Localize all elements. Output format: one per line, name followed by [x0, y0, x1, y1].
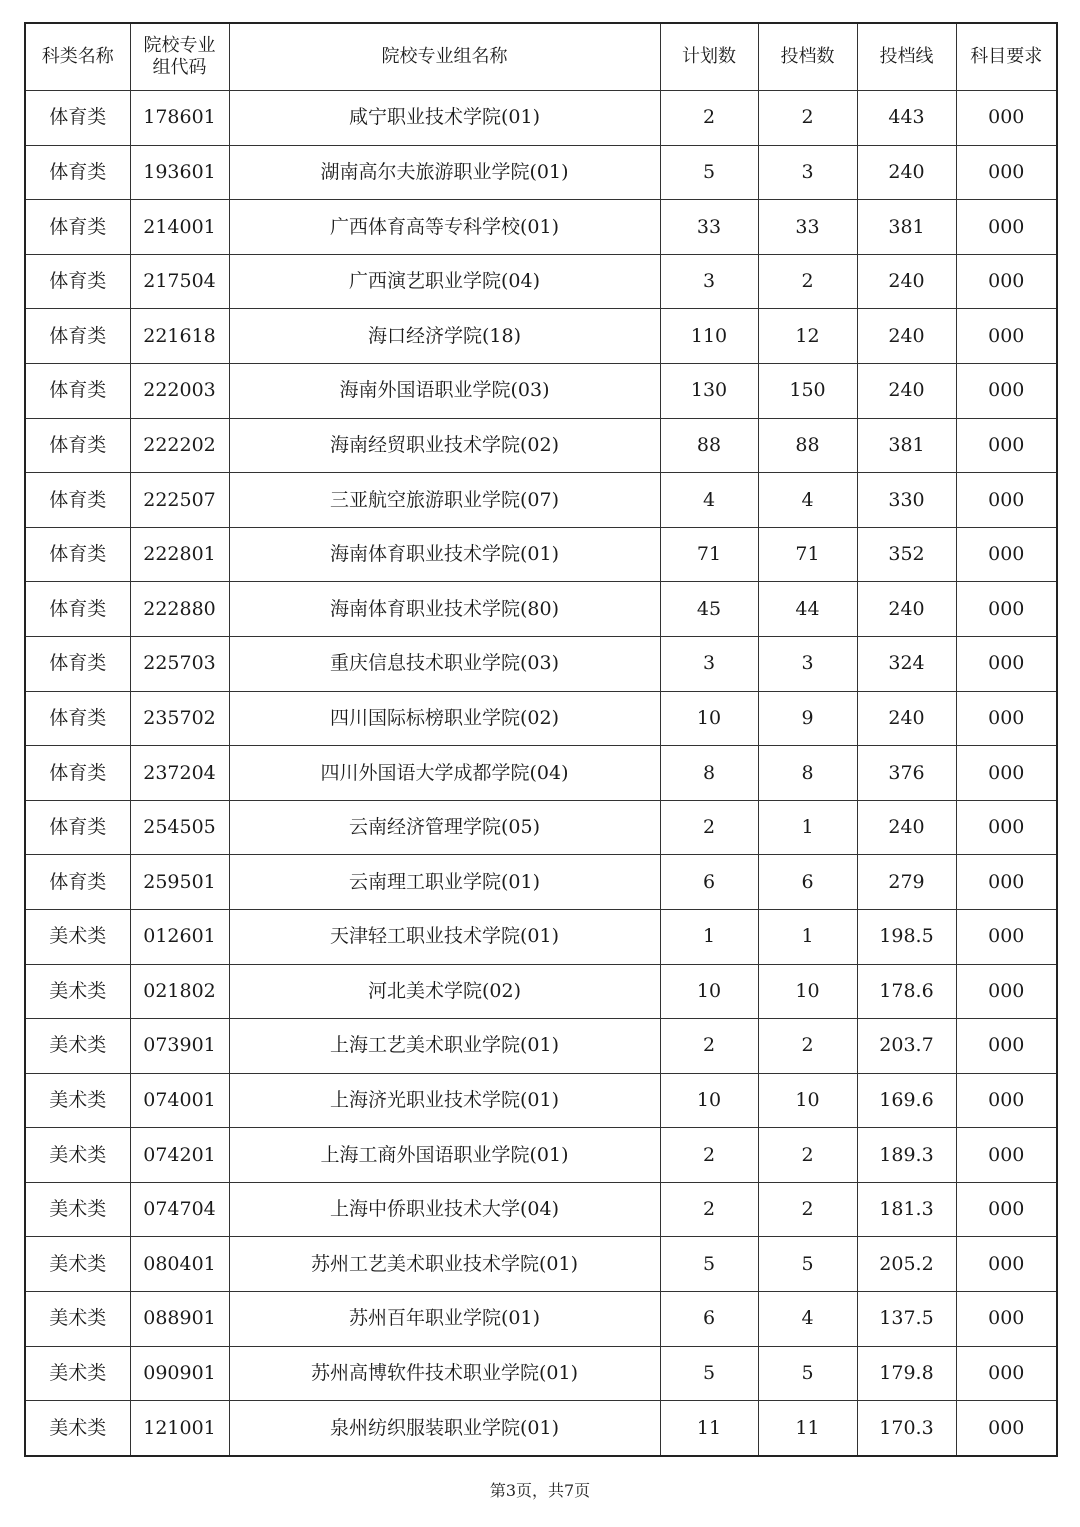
table-row: [25, 1019, 1057, 1074]
cell-filed: 4: [758, 473, 857, 528]
cell-subject: 000: [956, 1237, 1057, 1292]
cell-subject: 000: [956, 1019, 1057, 1074]
admission-table: [24, 22, 1058, 1457]
cell-score: 443: [857, 91, 956, 146]
cell-filed: 2: [758, 91, 857, 146]
cell-category: 体育类: [25, 527, 130, 582]
cell-category: 体育类: [25, 855, 130, 910]
cell-subject: 000: [956, 363, 1057, 418]
cell-plan: 8: [660, 746, 758, 801]
cell-filed: 1: [758, 909, 857, 964]
cell-code: 178601: [130, 91, 229, 146]
cell-subject: 000: [956, 582, 1057, 637]
cell-category: 美术类: [25, 1401, 130, 1456]
cell-code: 259501: [130, 855, 229, 910]
cell-code: 214001: [130, 200, 229, 255]
cell-name: 咸宁职业技术学院(01): [229, 91, 660, 146]
cell-filed: 6: [758, 855, 857, 910]
cell-category: 美术类: [25, 1292, 130, 1347]
cell-plan: 1: [660, 909, 758, 964]
cell-filed: 3: [758, 636, 857, 691]
cell-category: 体育类: [25, 363, 130, 418]
table-row: [25, 909, 1057, 964]
table-row: [25, 473, 1057, 528]
page-footer: 第3页，共7页: [489, 1481, 591, 1500]
cell-score: 179.8: [857, 1346, 956, 1401]
cell-name: 湖南高尔夫旅游职业学院(01): [229, 145, 660, 200]
cell-subject: 000: [956, 1073, 1057, 1128]
table-row: [25, 91, 1057, 146]
table-row: [25, 309, 1057, 364]
table-row: [25, 1128, 1057, 1183]
cell-subject: 000: [956, 964, 1057, 1019]
cell-name: 上海工艺美术职业学院(01): [229, 1019, 660, 1074]
cell-category: 体育类: [25, 418, 130, 473]
cell-filed: 3: [758, 145, 857, 200]
table-row: [25, 582, 1057, 637]
cell-filed: 44: [758, 582, 857, 637]
cell-name: 天津轻工职业技术学院(01): [229, 909, 660, 964]
cell-category: 体育类: [25, 691, 130, 746]
table-row: [25, 1292, 1057, 1347]
cell-score: 376: [857, 746, 956, 801]
cell-subject: 000: [956, 1401, 1057, 1456]
cell-category: 美术类: [25, 1019, 130, 1074]
cell-name: 海南体育职业技术学院(80): [229, 582, 660, 637]
cell-subject: 000: [956, 145, 1057, 200]
table-row: [25, 1073, 1057, 1128]
cell-category: 美术类: [25, 909, 130, 964]
cell-code: 080401: [130, 1237, 229, 1292]
table-row: [25, 527, 1057, 582]
cell-plan: 2: [660, 800, 758, 855]
cell-filed: 71: [758, 527, 857, 582]
table-row: [25, 363, 1057, 418]
table-row: [25, 1346, 1057, 1401]
cell-name: 海南经贸职业技术学院(02): [229, 418, 660, 473]
cell-subject: 000: [956, 1292, 1057, 1347]
cell-score: 279: [857, 855, 956, 910]
cell-subject: 000: [956, 1346, 1057, 1401]
cell-score: 169.6: [857, 1073, 956, 1128]
cell-name: 河北美术学院(02): [229, 964, 660, 1019]
cell-category: 美术类: [25, 1182, 130, 1237]
cell-code: 222801: [130, 527, 229, 582]
table-row: [25, 800, 1057, 855]
cell-plan: 10: [660, 691, 758, 746]
cell-category: 美术类: [25, 1237, 130, 1292]
cell-score: 240: [857, 145, 956, 200]
cell-category: 体育类: [25, 145, 130, 200]
cell-category: 美术类: [25, 1128, 130, 1183]
cell-name: 上海济光职业技术学院(01): [229, 1073, 660, 1128]
cell-code: 088901: [130, 1292, 229, 1347]
cell-category: 体育类: [25, 473, 130, 528]
cell-code: 221618: [130, 309, 229, 364]
cell-category: 美术类: [25, 964, 130, 1019]
cell-code: 090901: [130, 1346, 229, 1401]
cell-plan: 2: [660, 1128, 758, 1183]
cell-score: 178.6: [857, 964, 956, 1019]
cell-plan: 5: [660, 1346, 758, 1401]
table-row: [25, 636, 1057, 691]
cell-score: 240: [857, 363, 956, 418]
cell-filed: 33: [758, 200, 857, 255]
cell-code: 193601: [130, 145, 229, 200]
cell-code: 074001: [130, 1073, 229, 1128]
table-row: [25, 746, 1057, 801]
cell-name: 海南体育职业技术学院(01): [229, 527, 660, 582]
cell-code: 222507: [130, 473, 229, 528]
table-row: [25, 1237, 1057, 1292]
cell-category: 体育类: [25, 800, 130, 855]
cell-score: 181.3: [857, 1182, 956, 1237]
cell-plan: 130: [660, 363, 758, 418]
cell-score: 240: [857, 254, 956, 309]
cell-filed: 10: [758, 1073, 857, 1128]
cell-filed: 5: [758, 1237, 857, 1292]
table-row: [25, 145, 1057, 200]
cell-filed: 4: [758, 1292, 857, 1347]
cell-name: 广西体育高等专科学校(01): [229, 200, 660, 255]
cell-name: 四川外国语大学成都学院(04): [229, 746, 660, 801]
cell-plan: 33: [660, 200, 758, 255]
cell-code: 237204: [130, 746, 229, 801]
cell-plan: 3: [660, 254, 758, 309]
cell-plan: 3: [660, 636, 758, 691]
header-name: 院校专业组名称: [229, 23, 660, 91]
cell-score: 381: [857, 200, 956, 255]
table-row: [25, 1182, 1057, 1237]
cell-plan: 5: [660, 145, 758, 200]
table-body: [25, 91, 1057, 1456]
cell-name: 海口经济学院(18): [229, 309, 660, 364]
cell-filed: 5: [758, 1346, 857, 1401]
cell-filed: 9: [758, 691, 857, 746]
cell-name: 上海中侨职业技术大学(04): [229, 1182, 660, 1237]
cell-code: 012601: [130, 909, 229, 964]
header-plan: 计划数: [660, 23, 758, 91]
cell-code: 235702: [130, 691, 229, 746]
cell-plan: 2: [660, 91, 758, 146]
cell-filed: 88: [758, 418, 857, 473]
cell-name: 海南外国语职业学院(03): [229, 363, 660, 418]
header-category: 科类名称: [25, 23, 130, 91]
cell-code: 121001: [130, 1401, 229, 1456]
cell-filed: 150: [758, 363, 857, 418]
cell-subject: 000: [956, 855, 1057, 910]
cell-plan: 10: [660, 964, 758, 1019]
cell-subject: 000: [956, 418, 1057, 473]
cell-filed: 2: [758, 1128, 857, 1183]
cell-filed: 1: [758, 800, 857, 855]
cell-code: 225703: [130, 636, 229, 691]
cell-name: 三亚航空旅游职业学院(07): [229, 473, 660, 528]
cell-filed: 12: [758, 309, 857, 364]
header-subject: 科目要求: [956, 23, 1057, 91]
cell-category: 体育类: [25, 636, 130, 691]
cell-score: 324: [857, 636, 956, 691]
cell-subject: 000: [956, 200, 1057, 255]
cell-filed: 2: [758, 1182, 857, 1237]
cell-filed: 10: [758, 964, 857, 1019]
cell-score: 198.5: [857, 909, 956, 964]
cell-subject: 000: [956, 636, 1057, 691]
cell-name: 苏州百年职业学院(01): [229, 1292, 660, 1347]
table-row: [25, 254, 1057, 309]
cell-category: 美术类: [25, 1073, 130, 1128]
cell-code: 222880: [130, 582, 229, 637]
cell-code: 222003: [130, 363, 229, 418]
cell-subject: 000: [956, 1128, 1057, 1183]
cell-name: 泉州纺织服装职业学院(01): [229, 1401, 660, 1456]
cell-plan: 2: [660, 1182, 758, 1237]
cell-category: 体育类: [25, 254, 130, 309]
cell-score: 170.3: [857, 1401, 956, 1456]
table-row: [25, 855, 1057, 910]
cell-code: 074704: [130, 1182, 229, 1237]
table-row: [25, 691, 1057, 746]
cell-plan: 4: [660, 473, 758, 528]
cell-name: 广西演艺职业学院(04): [229, 254, 660, 309]
cell-plan: 11: [660, 1401, 758, 1456]
header-score: 投档线: [857, 23, 956, 91]
cell-subject: 000: [956, 800, 1057, 855]
header-row: [25, 23, 1057, 91]
cell-score: 381: [857, 418, 956, 473]
cell-subject: 000: [956, 527, 1057, 582]
cell-filed: 2: [758, 1019, 857, 1074]
cell-subject: 000: [956, 254, 1057, 309]
cell-plan: 71: [660, 527, 758, 582]
cell-score: 240: [857, 582, 956, 637]
cell-score: 189.3: [857, 1128, 956, 1183]
header-filed: 投档数: [758, 23, 857, 91]
cell-score: 203.7: [857, 1019, 956, 1074]
cell-code: 074201: [130, 1128, 229, 1183]
cell-subject: 000: [956, 909, 1057, 964]
header-code: 院校专业 组代码: [130, 23, 229, 91]
cell-score: 240: [857, 309, 956, 364]
cell-plan: 45: [660, 582, 758, 637]
cell-category: 美术类: [25, 1346, 130, 1401]
cell-score: 240: [857, 691, 956, 746]
cell-filed: 2: [758, 254, 857, 309]
cell-score: 137.5: [857, 1292, 956, 1347]
cell-code: 254505: [130, 800, 229, 855]
cell-subject: 000: [956, 1182, 1057, 1237]
cell-name: 云南经济管理学院(05): [229, 800, 660, 855]
cell-category: 体育类: [25, 746, 130, 801]
cell-code: 021802: [130, 964, 229, 1019]
cell-category: 体育类: [25, 200, 130, 255]
cell-name: 四川国际标榜职业学院(02): [229, 691, 660, 746]
cell-plan: 6: [660, 1292, 758, 1347]
cell-name: 上海工商外国语职业学院(01): [229, 1128, 660, 1183]
cell-code: 217504: [130, 254, 229, 309]
table-row: [25, 1401, 1057, 1456]
cell-plan: 110: [660, 309, 758, 364]
table-row: [25, 418, 1057, 473]
cell-filed: 11: [758, 1401, 857, 1456]
cell-category: 体育类: [25, 582, 130, 637]
cell-plan: 6: [660, 855, 758, 910]
cell-name: 苏州工艺美术职业技术学院(01): [229, 1237, 660, 1292]
cell-plan: 10: [660, 1073, 758, 1128]
cell-name: 苏州高博软件技术职业学院(01): [229, 1346, 660, 1401]
cell-score: 205.2: [857, 1237, 956, 1292]
cell-category: 体育类: [25, 91, 130, 146]
cell-score: 352: [857, 527, 956, 582]
cell-plan: 5: [660, 1237, 758, 1292]
cell-score: 330: [857, 473, 956, 528]
cell-subject: 000: [956, 691, 1057, 746]
cell-subject: 000: [956, 746, 1057, 801]
table-row: [25, 964, 1057, 1019]
cell-filed: 8: [758, 746, 857, 801]
cell-subject: 000: [956, 309, 1057, 364]
cell-plan: 88: [660, 418, 758, 473]
cell-category: 体育类: [25, 309, 130, 364]
table-row: [25, 200, 1057, 255]
cell-code: 073901: [130, 1019, 229, 1074]
cell-score: 240: [857, 800, 956, 855]
cell-subject: 000: [956, 91, 1057, 146]
cell-plan: 2: [660, 1019, 758, 1074]
cell-name: 重庆信息技术职业学院(03): [229, 636, 660, 691]
cell-name: 云南理工职业学院(01): [229, 855, 660, 910]
cell-code: 222202: [130, 418, 229, 473]
cell-subject: 000: [956, 473, 1057, 528]
